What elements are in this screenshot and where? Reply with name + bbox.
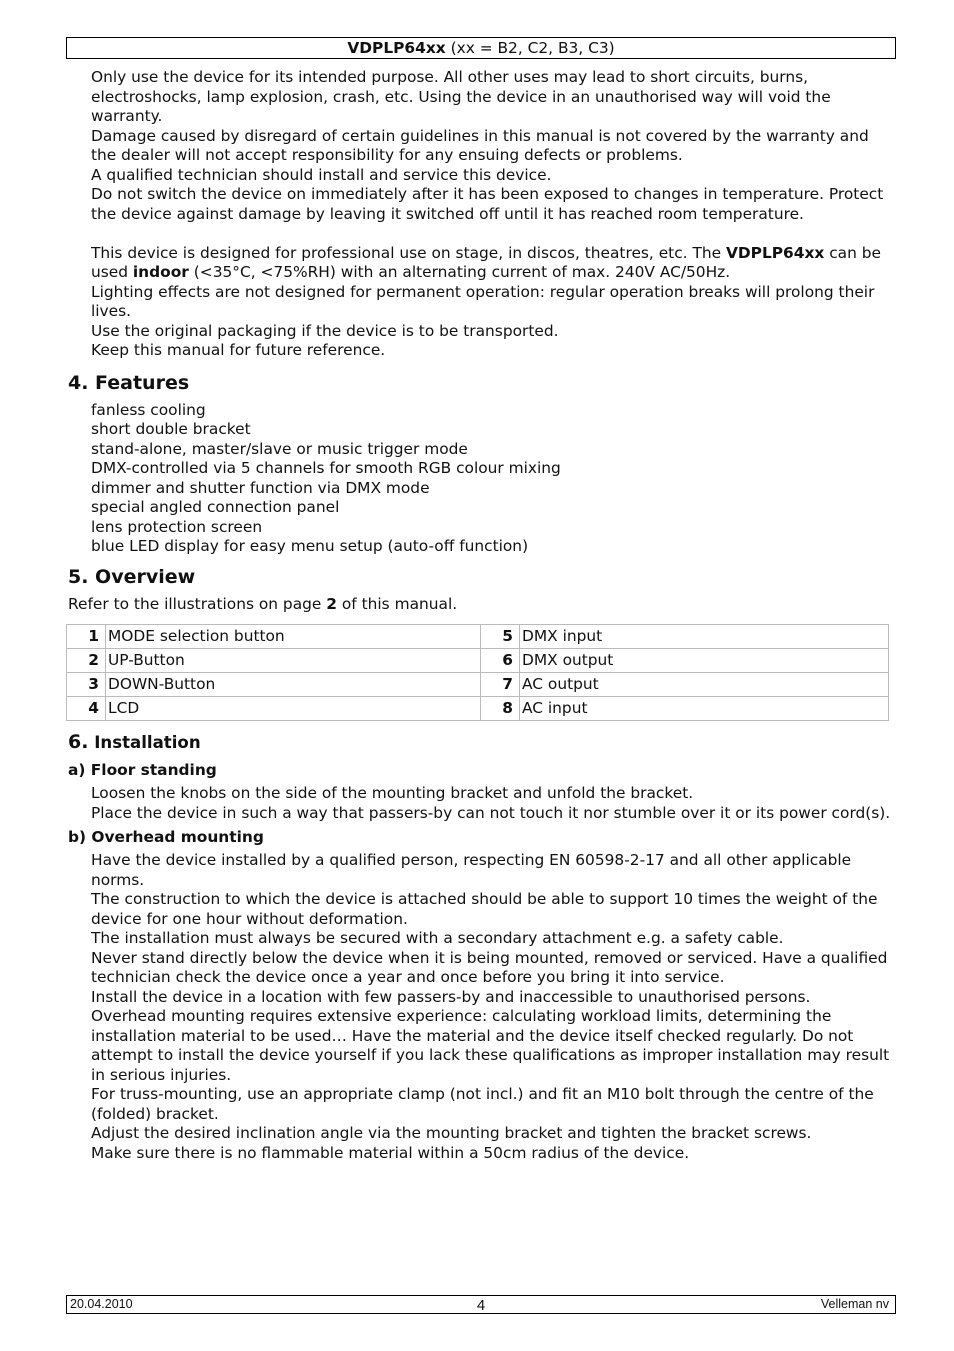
table-cell-number: 3 [67, 673, 106, 697]
safety-line: A qualified technician should install and service this device. [91, 165, 552, 184]
table-cell-label: UP-Button [106, 649, 481, 673]
table-cell-label: DMX output [520, 649, 889, 673]
table-cell-label: LCD [106, 697, 481, 721]
header-model: VDPLP64xx [347, 39, 446, 57]
table-cell-number: 5 [481, 625, 520, 649]
footer-company: Velleman nv [820, 1297, 889, 1311]
feature-item: blue LED display for easy menu setup (auto-off function) [91, 537, 529, 555]
table-row [67, 649, 889, 673]
table-row [67, 697, 889, 721]
usage-line: Lighting effects are not designed for permanent operation: regular operation breaks will prolong their lives. [91, 282, 875, 320]
overhead-line: Install the device in a location with few passers-by and inaccessible to unauthorised persons. [91, 987, 811, 1006]
overhead-line: Make sure there is no flammable material within a 50cm radius of the device. [91, 1143, 690, 1162]
footer-page-number: 4 [476, 1297, 486, 1314]
table-cell-label: MODE selection button [106, 625, 481, 649]
page-header [66, 37, 896, 59]
table-cell-label: AC input [520, 697, 889, 721]
usage-line: Use the original packaging if the device is to be transported. [91, 321, 559, 340]
overview-intro: Refer to the illustrations on page 2 of this manual. [68, 594, 458, 613]
table-row [67, 673, 889, 697]
feature-item: stand-alone, master/slave or music trigger mode [91, 439, 468, 458]
page-footer [66, 1295, 896, 1314]
floor-standing-section [0, 784, 954, 823]
table-cell-number: 2 [67, 649, 106, 673]
safety-line: Damage caused by disregard of certain guidelines in this manual is not covered by the warranty and the dealer will not accept responsibility for any ensuing defects or problems. [91, 126, 869, 164]
table-cell-label: AC output [520, 673, 889, 697]
table-cell-number: 6 [481, 649, 520, 673]
floor-line: Loosen the knobs on the side of the mounting bracket and unfold the bracket. [91, 784, 694, 802]
table-cell-number: 4 [67, 697, 106, 721]
usage-line: Keep this manual for future reference. [91, 341, 386, 359]
floor-line: Place the device in such a way that passers-by can not touch it nor stumble over it or its power cord(s). [91, 803, 891, 822]
overhead-line: Overhead mounting requires extensive experience: calculating workload limits, determining the installation material to be used… Have the material and the device itself checked regularly. Do not attempt to install the device yourself if you lack these qualifications as improper installation may result in serious injuries. [91, 1007, 890, 1084]
table-cell-number: 1 [67, 625, 106, 649]
table-cell-number: 8 [481, 697, 520, 721]
page-content [0, 68, 954, 1163]
safety-section [0, 68, 954, 224]
safety-line: Only use the device for its intended purpose. All other uses may lead to short circuits, burns, electroshocks, lamp explosion, crash, etc. Using the device in an unauthorised way will void the warranty. [91, 68, 831, 125]
overview-table [66, 624, 889, 721]
usage-indoor: indoor [132, 263, 189, 281]
overview-page-ref: 2 [326, 594, 337, 613]
table-cell-number: 7 [481, 673, 520, 697]
usage-paragraph: This device is designed for professional use on stage, in discos, theatres, etc. The VDPLP64xx can be used indoor (<35°C, <75%RH) with an alternating current of max. 240V AC/50Hz. [91, 243, 881, 281]
usage-section [0, 244, 954, 361]
table-cell-label: DMX input [520, 625, 889, 649]
overhead-line: Have the device installed by a qualified person, respecting EN 60598-2-17 and all other applicable norms. [91, 851, 852, 889]
feature-item: dimmer and shutter function via DMX mode [91, 478, 430, 497]
feature-item: fanless cooling [91, 400, 206, 419]
overview-heading: 5. Overview [68, 565, 196, 588]
safety-line: Do not switch the device on immediately after it has been exposed to changes in temperature. Protect the device against damage by leaving it switched off until it has reached room temperature. [91, 185, 884, 223]
feature-item: short double bracket [91, 420, 251, 438]
overhead-line: Never stand directly below the device when it is being mounted, removed or serviced. Have a qualified technician check the device once a year and once before you bring it into service. [91, 948, 888, 986]
usage-model: VDPLP64xx [725, 243, 825, 262]
overhead-line: The construction to which the device is attached should be able to support 10 times the weight of the device for one hour without deformation. [91, 890, 878, 928]
feature-item: special angled connection panel [91, 498, 340, 516]
header-variants: (xx = B2, C2, B3, C3) [450, 39, 615, 57]
table-row [67, 625, 889, 649]
overhead-line: For truss-mounting, use an appropriate clamp (not incl.) and fit an M10 bolt through the centre of the (folded) bracket. [91, 1085, 874, 1123]
overhead-mounting-heading: b) Overhead mounting [68, 828, 264, 846]
footer-date: 20.04.2010 [70, 1297, 133, 1311]
overhead-mounting-section [0, 851, 954, 1163]
overhead-line: The installation must always be secured with a secondary attachment e.g. a safety cable. [91, 929, 784, 947]
features-list [0, 401, 954, 557]
feature-item: lens protection screen [91, 517, 263, 536]
floor-standing-heading: a) Floor standing [68, 761, 217, 779]
table-cell-label: DOWN-Button [106, 673, 481, 697]
feature-item: DMX-controlled via 5 channels for smooth RGB colour mixing [91, 459, 561, 477]
overhead-line: Adjust the desired inclination angle via the mounting bracket and tighten the bracket screws. [91, 1124, 812, 1142]
features-heading: 4. Features [68, 371, 190, 394]
installation-heading: 6. Installation [68, 731, 201, 753]
